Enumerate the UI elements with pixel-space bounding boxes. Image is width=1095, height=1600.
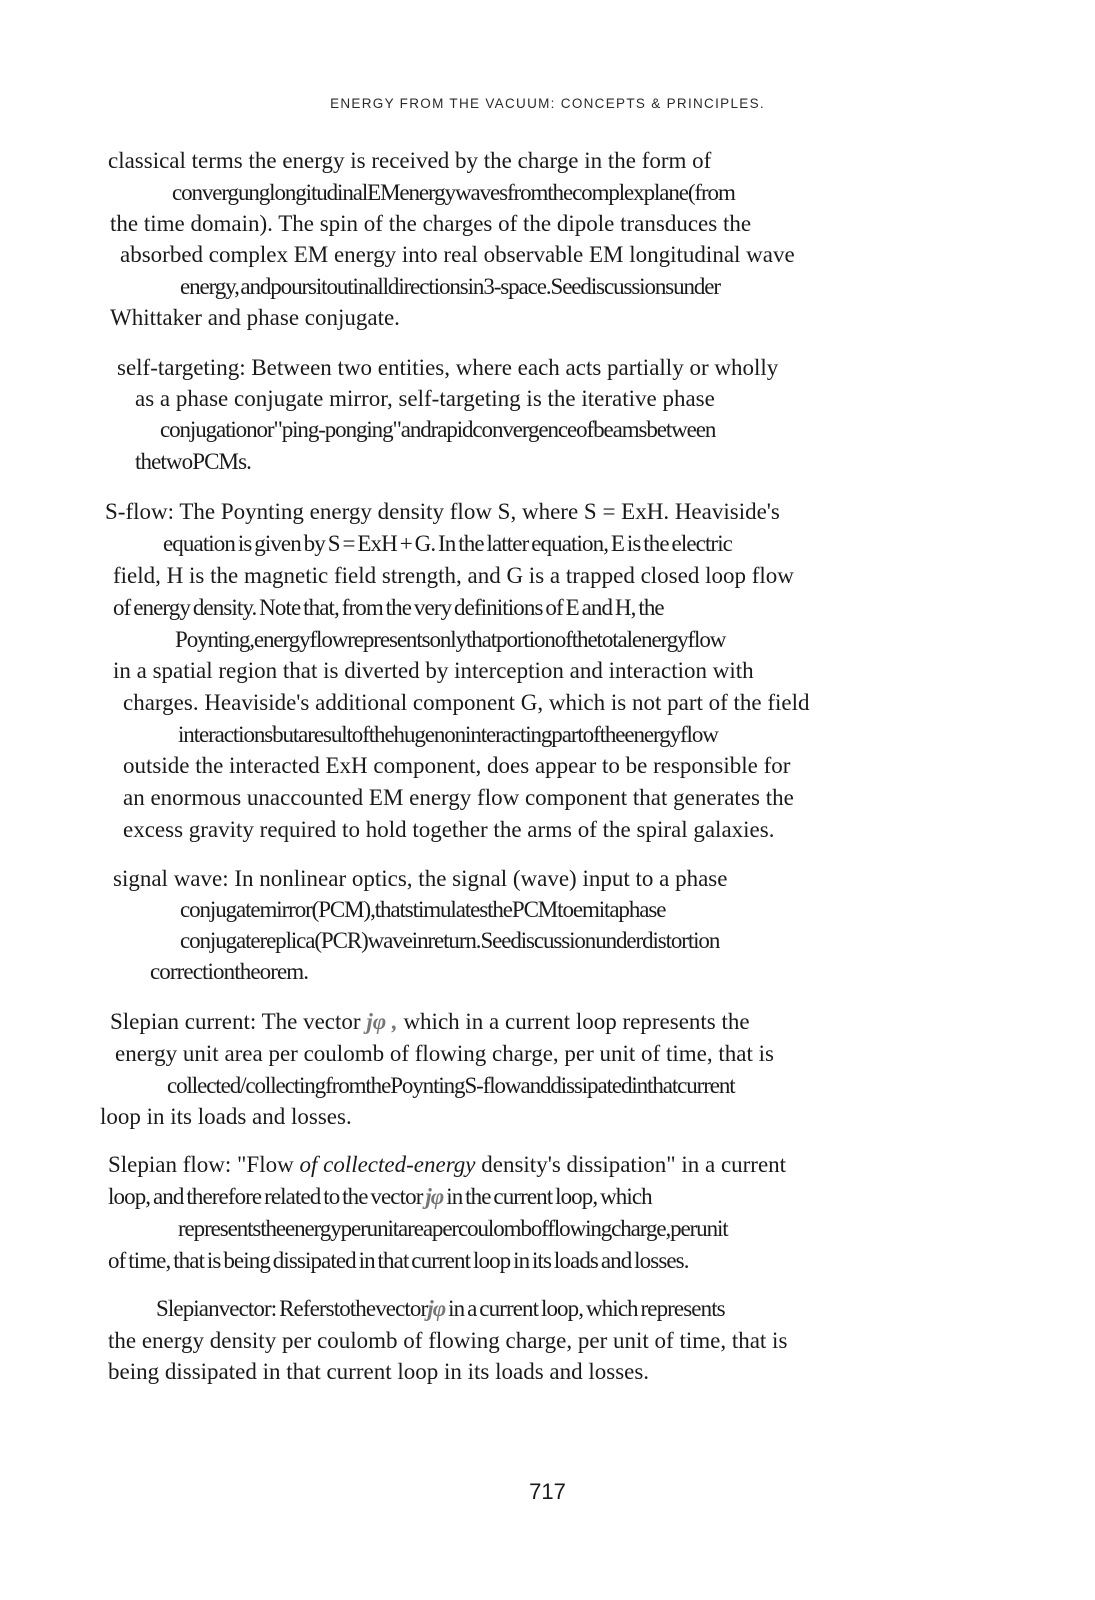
text-run: Slepianvector: Referstothevector xyxy=(156,1296,428,1321)
text-line: the time domain). The spin of the charges of the dipole transduces the xyxy=(110,211,752,236)
text-line: equation is given by S = ExH + G. In the latter equation, E is the electric xyxy=(163,531,732,556)
text-line: field, H is the magnetic field strength, and G is a trapped closed loop flow xyxy=(113,563,794,588)
text-line: classical terms the energy is received by the charge in the form of xyxy=(108,148,712,173)
text-line: S-flow: The Poynting energy density flow S, where S = ExH. Heaviside's xyxy=(105,499,780,524)
text-line: as a phase conjugate mirror, self-targeting is the iterative phase xyxy=(135,386,715,411)
italic-text: of collected-energy xyxy=(299,1152,476,1177)
vector-symbol: jφ xyxy=(425,1184,444,1209)
text-line: energy, andpoursitoutinalldirectionsin3-space.Seediscussionsunder xyxy=(180,274,720,299)
text-line: signal wave: In nonlinear optics, the signal (wave) input to a phase xyxy=(113,866,728,891)
text-run: in the current loop, which xyxy=(443,1184,652,1209)
text-line: conjugatereplica(PCR)waveinreturn.Seediscussionunderdistortion xyxy=(180,928,720,953)
text-line: Poynting,energyflowrepresentsonlythatportionofthetotalenergyflow xyxy=(175,627,726,652)
text-line: excess gravity required to hold together the arms of the spiral galaxies. xyxy=(123,817,775,842)
text-run: loop, and therefore related to the vector xyxy=(108,1184,426,1209)
vector-symbol: jφ xyxy=(427,1296,446,1321)
text-line: being dissipated in that current loop in its loads and losses. xyxy=(108,1359,650,1384)
text-run: Slepian flow: "Flow xyxy=(108,1152,300,1177)
text-line: loop in its loads and losses. xyxy=(100,1104,352,1129)
vector-symbol: jφ , xyxy=(366,1009,398,1034)
text-line: thetwoPCMs. xyxy=(135,449,251,474)
text-line: convergunglongitudinalEMenergywavesfromthecomplexplane(from xyxy=(172,180,735,205)
text-line: collected/collectingfromthePoyntingS-flowanddissipatedinthatcurrent xyxy=(167,1073,735,1098)
text-line: outside the interacted ExH component, does appear to be responsible for xyxy=(123,753,791,778)
text-run: which in a current loop represents the xyxy=(397,1009,750,1034)
text-line: conjugatemirror(PCM),thatstimulatesthePCMtoemitaphase xyxy=(180,897,666,922)
text-line: of energy density. Note that, from the very definitions of E and H, the xyxy=(113,595,664,620)
text-line: interactionsbutaresultofthehugenoninteractingpartoftheenergyflow xyxy=(178,722,718,747)
text-line: in a spatial region that is diverted by interception and interaction with xyxy=(113,658,754,683)
text-run: in a current loop, which represents xyxy=(445,1296,725,1321)
text-line: representstheenergyperunitareapercoulombofflowingcharge,perunit xyxy=(178,1216,728,1241)
text-line: the energy density per coulomb of flowing charge, per unit of time, that is xyxy=(108,1328,788,1353)
text-line: charges. Heaviside's additional component G, which is not part of the field xyxy=(123,690,810,715)
text-line xyxy=(108,1150,786,1180)
running-header: ENERGY FROM THE VACUUM: CONCEPTS & PRINCIPLES. xyxy=(330,96,765,111)
text-line xyxy=(110,1007,750,1037)
text-line: of time, that is being dissipated in that current loop in its loads and losses. xyxy=(108,1248,689,1273)
text-line: an enormous unaccounted EM energy flow component that generates the xyxy=(123,785,794,810)
text-line: conjugationor"ping-ponging"andrapidconvergenceofbeamsbetween xyxy=(160,417,716,442)
text-line xyxy=(108,1182,652,1212)
text-run: density's dissipation" in a current xyxy=(475,1152,787,1177)
text-run: Slepian current: The vector xyxy=(110,1009,367,1034)
text-line: energy unit area per coulomb of flowing charge, per unit of time, that is xyxy=(115,1041,774,1066)
text-line: absorbed complex EM energy into real observable EM longitudinal wave xyxy=(120,242,795,267)
text-line: Whittaker and phase conjugate. xyxy=(110,305,400,330)
text-line: correctiontheorem. xyxy=(150,959,309,984)
text-line xyxy=(156,1294,725,1324)
text-line: self-targeting: Between two entities, where each acts partially or wholly xyxy=(117,355,779,380)
page-number: 717 xyxy=(529,1479,566,1504)
